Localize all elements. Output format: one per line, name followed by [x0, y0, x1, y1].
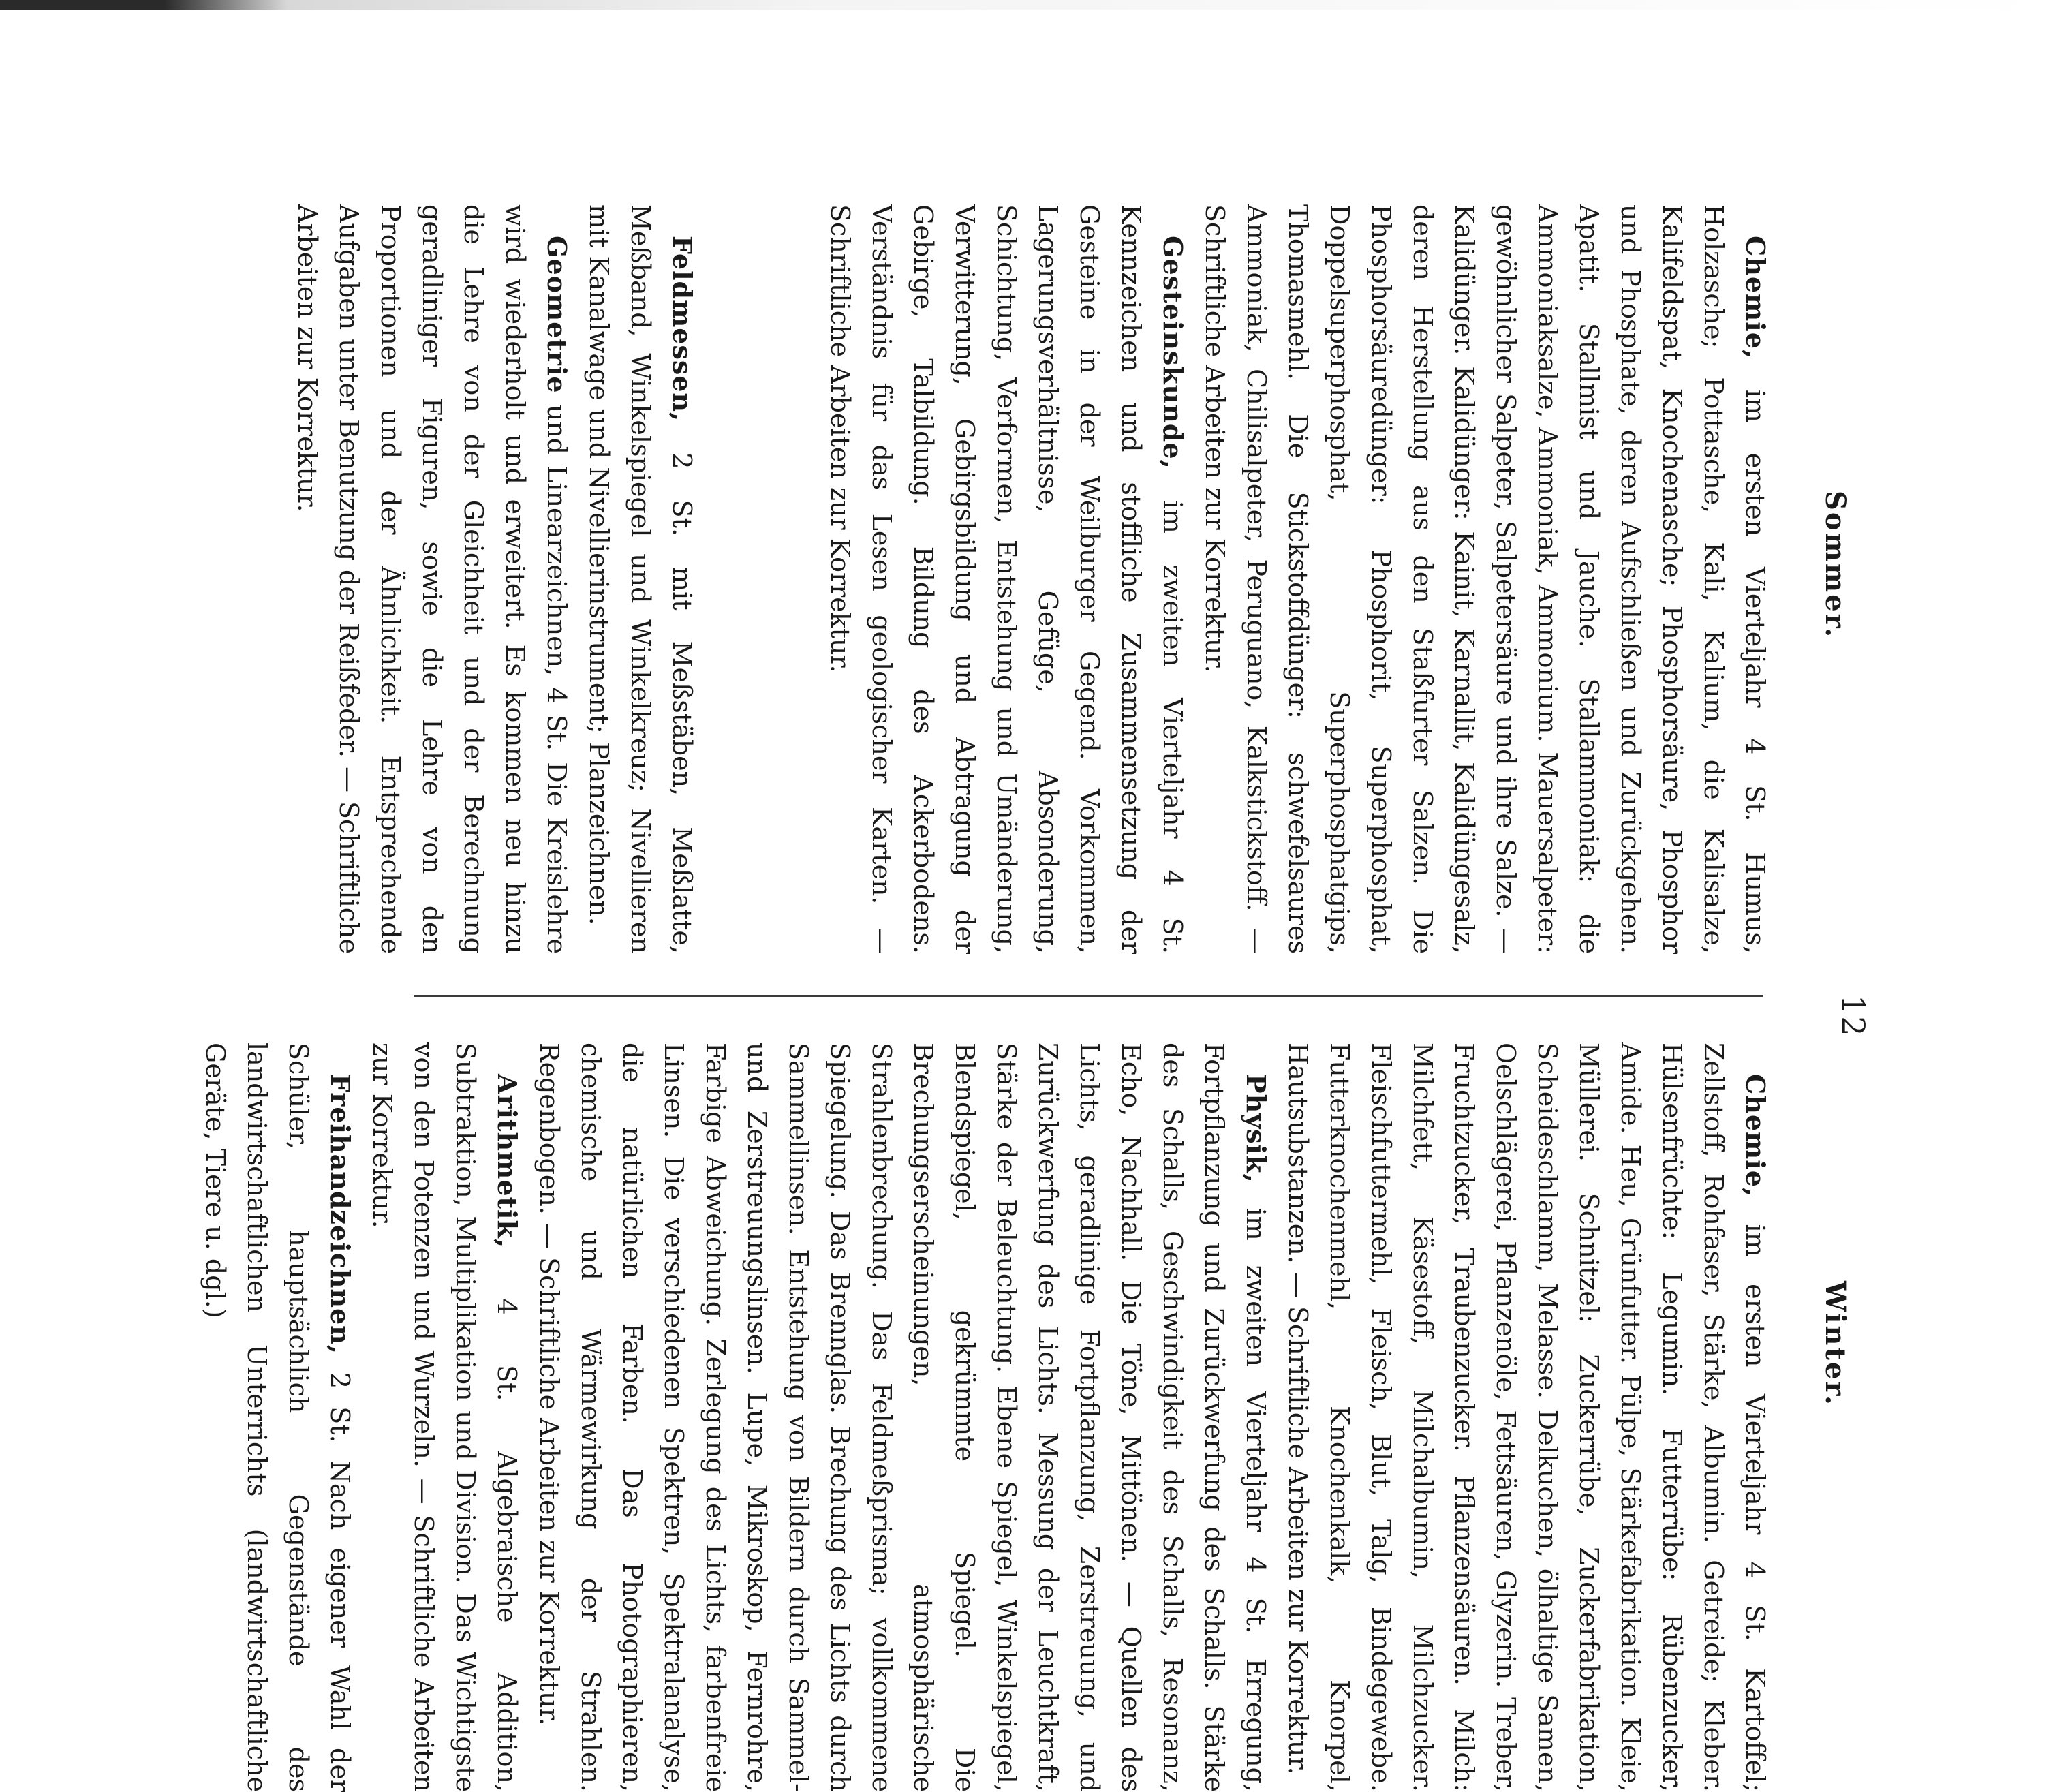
- section-title: Feldmessen,: [667, 236, 698, 422]
- section-text: im zweiten Vierteljahr 4 St. Kennzeichen und stoffliche Zusammensetzung der Gesteine in der Weilburger Gegend. Vorkommen, Lagerungsverhältnisse, Gefüge, Absonderung, Schichtung, Verformen, Entstehung und Umänderung, Verwitterung, Gebirgsbildung und Abtragung der Gebirge, Talbildung. Bildung des Ackerbodens. Verständnis für das Lesen geologischer Karten. — Schriftliche Arbeiten zur Korrektur.: [825, 204, 1188, 954]
- section-feldmessen: [578, 204, 703, 954]
- column-divider: [414, 995, 1763, 997]
- section-title: Arithmetik,: [492, 1074, 523, 1249]
- heading-sommer: Sommer.: [1819, 491, 1851, 639]
- section-physik: [528, 1042, 1277, 1792]
- section-gesteinskunde: [819, 204, 1194, 954]
- section-text: 2 St. mit Meßstäben, Meßlatte, Meßband, Winkelspiegel und Winkelkreuz; Nivellieren mit Kanalwage und Nivellierinstrument; Planzeichnen.: [584, 204, 697, 954]
- section-geometrie: [286, 204, 578, 954]
- section-text: 4 St. Algebraische Addition, Subtraktion, Multiplikation und Division. Das Wichtigste von den Potenzen und Wurzeln. — Schriftliche Arbeiten zur Korrektur.: [367, 1042, 522, 1792]
- section-chemie-winter: [1277, 1042, 1776, 1792]
- section-title: Chemie,: [1740, 236, 1771, 360]
- scan-top-edge: [0, 0, 2055, 10]
- spacer: [703, 204, 819, 954]
- section-text: im zweiten Vierteljahr 4 St. Erregung, Fortpflanzung und Zurückwerfung des Schalls. Stärke des Schalls, Geschwindigkeit des Schalls, Resonanz, Echo, Nachhall. Die Töne, Mittönen. — Quellen des Lichts, geradlinige Fortpflanzung, Zerstreuung, und Zurückwerfung des Lichts. Messung der Leuchtkraft, Stärke der Beleuchtung. Ebene Spiegel, Winkelspiegel, Blendspiegel, gekrümmte Spiegel. Die Brechungserscheinungen, atmosphärische Strahlenbrechung. Das Feldmeßprisma; vollkommene Spiegelung. Das Brennglas. Brechung des Lichts durch Sammellinsen. Entstehung von Bildern durch Sammel- und Zerstreuungslinsen. Lupe, Mikroskop, Fernrohre, Farbige Abweichung. Zerlegung des Lichts, farbenfreie Linsen. Die verschiedenen Spektren, Spektralanalyse, die natürlichen Farben. Das Photographieren, chemische und Wärmewirkung der Strahlen. Regenbogen. — Schriftliche Arbeiten zur Korrektur.: [534, 1042, 1271, 1792]
- section-title: Freihandzeichnen,: [325, 1074, 356, 1355]
- left-column: [286, 204, 1776, 954]
- rotated-page: [189, 164, 1872, 1792]
- section-title: Geometrie: [542, 236, 572, 394]
- section-freihandzeichnen: [194, 1042, 361, 1792]
- section-title: Physik,: [1241, 1074, 1271, 1184]
- section-text: im ersten Vierteljahr 4 St. Kartoffel; Zellstoff, Rohfaser, Stärke, Albumin. Getreide; Kleber. Hülsenfrüchte: Legumin. Futterrübe: Rübenzucker, Amide. Heu, Grünfutter. Pülpe, Stärkefabrikation. Kleie, Müllerei. Schnitzel: Zuckerrübe, Zuckerfabrikation, Scheideschlamm, Melasse. Delkuchen, ölhaltige Samen, Oelschlägerei, Pflanzenöle, Fettsäuren, Glyzerin. Treber, Fruchtzucker, Traubenzucker. Pflanzensäuren. Milch: Milchfett, Käsestoff, Milchalbumin, Milchzucker. Fleischfuttermehl, Fleisch, Blut, Talg, Bindegewebe. Futterknochenmehl, Knochenkalk, Knorpel, Hautsubstanzen. — Schriftliche Arbeiten zur Korrektur.: [1283, 1042, 1770, 1792]
- section-chemie-sommer: [1194, 204, 1776, 954]
- section-text: im ersten Vierteljahr 4 St. Humus, Holzasche; Pottasche, Kali, Kalium, die Kalisalze, Kalifeldspat, Knochenasche; Phosphorsäure, Phosphor und Phosphate, deren Aufschließen und Zurückgehen. Apatit. Stallmist und Jauche. Stallammoniak: die Ammoniaksalze, Ammoniak, Ammonium. Mauersalpeter: gewöhnlicher Salpeter, Salpetersäure und ihre Salze. — Kalidünger. Kalidünger: Kainit, Karnallit, Kalidüngesalz, deren Herstellung aus den Staßfurter Salzen. Die Phosphorsäuredünger: Phosphorit, Superphosphat, Doppelsuperphosphat, Superphosphatgips, Thomasmehl. Die Stickstoffdünger: schwefelsaures Ammoniak, Chilisalpeter, Peruguano, Kalkstickstoff. — Schriftliche Arbeiten zur Korrektur.: [1200, 204, 1770, 954]
- heading-winter: Winter.: [1819, 1281, 1851, 1407]
- section-title: Gesteinskunde,: [1158, 236, 1188, 469]
- right-column: [194, 1042, 1776, 1792]
- section-text: und Linearzeichnen, 4 St. Die Kreislehre wird wiederholt und erweitert. Es kommen neu hinzu die Lehre von der Gleichheit und der Berechnung geradliniger Figuren, sowie die Lehre von den Proportionen und der Ähnlichkeit. Entsprechende Aufgaben unter Benutzung der Reißfeder. — Schriftliche Arbeiten zur Korrektur.: [292, 204, 572, 954]
- page-number: 12: [1835, 995, 1872, 1038]
- section-text: 2 St. Nach eigener Wahl der Schüler, hauptsächlich Gegenstände des landwirtschaftlichen Unterrichts (landwirtschaftliche Geräte, Tiere u. dgl.): [200, 1042, 355, 1792]
- section-arithmetik: [361, 1042, 528, 1792]
- section-title: Chemie,: [1740, 1074, 1771, 1198]
